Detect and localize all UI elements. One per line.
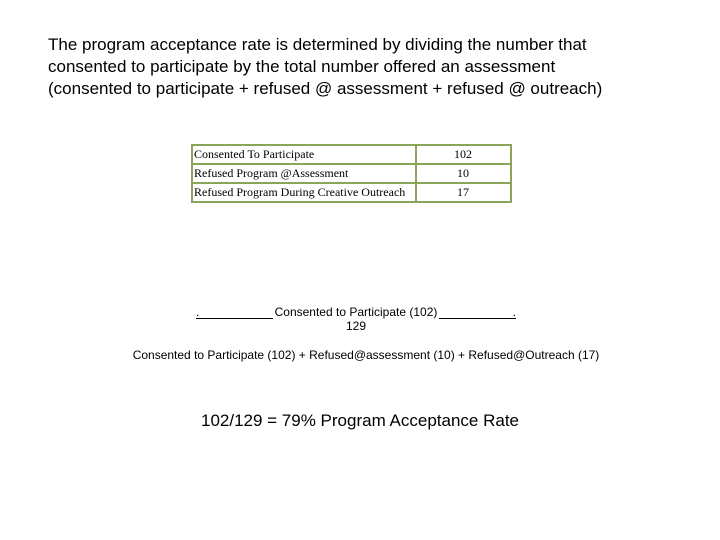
table-row — [192, 183, 511, 202]
fraction-left-mark: . — [196, 305, 200, 319]
fraction-total: 129 — [345, 319, 367, 333]
intro-line-3: (consented to participate + refused @ assessment + refused @ outreach) — [48, 79, 603, 98]
table-row — [192, 145, 511, 164]
denominator-formula: Consented to Participate (102) + Refused@assessment (10) + Refused@Outreach (17) — [132, 348, 600, 362]
fraction-numerator — [196, 306, 516, 319]
table-row — [192, 164, 511, 183]
numerator-wrap — [196, 306, 516, 319]
acceptance-rate-result: 102/129 = 79% Program Acceptance Rate — [200, 411, 519, 430]
row-value-refused-assessment: 10 — [416, 164, 511, 183]
fraction-right-mark: . — [512, 305, 516, 319]
counts-table — [191, 144, 512, 203]
intro-line-2: consented to participate by the total number offered an assessment — [48, 57, 556, 76]
row-label-refused-outreach: Refused Program During Creative Outreach — [192, 183, 416, 202]
row-value-consented: 102 — [416, 145, 511, 164]
intro-line-1: The program acceptance rate is determined by dividing the number that — [48, 35, 587, 54]
numerator-text: Consented to Participate (102) — [274, 305, 438, 319]
row-label-refused-assessment: Refused Program @Assessment — [192, 164, 416, 183]
intro-paragraph — [48, 34, 688, 100]
row-value-refused-outreach: 17 — [416, 183, 511, 202]
row-label-consented: Consented To Participate — [192, 145, 416, 164]
